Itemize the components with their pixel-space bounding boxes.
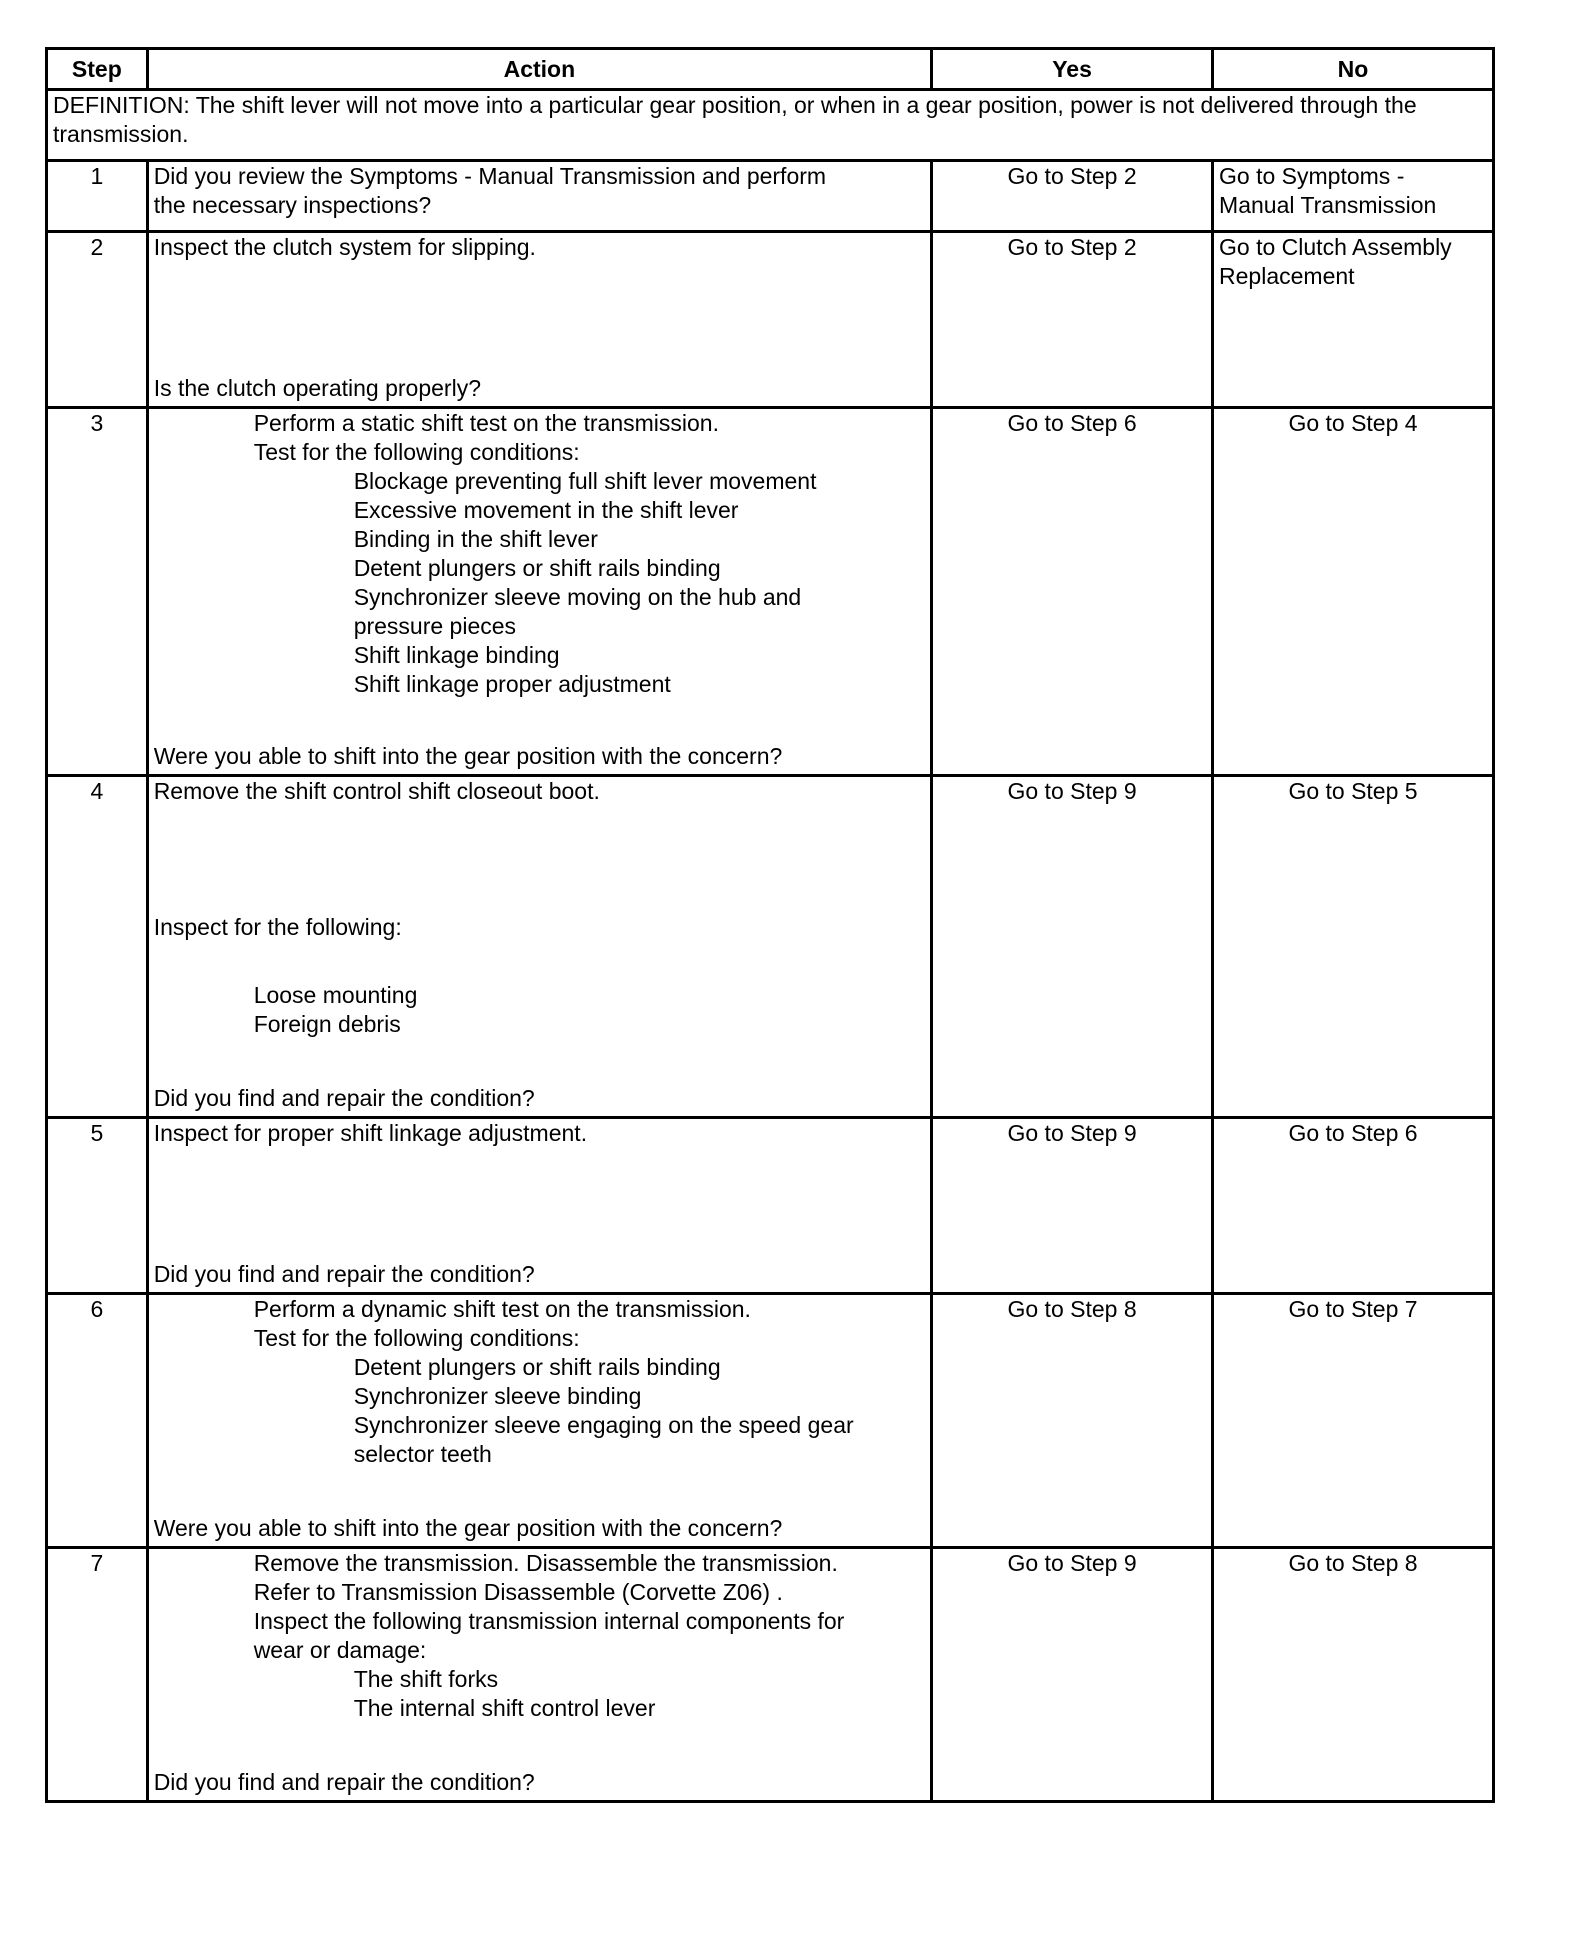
header-yes: Yes <box>932 49 1213 90</box>
step-number: 7 <box>47 1548 148 1802</box>
yes-cell: Go to Step 9 <box>932 1118 1213 1294</box>
no-cell <box>1213 232 1494 408</box>
action-question: Were you able to shift into the gear position with the concern? <box>153 743 783 769</box>
yes-cell: Go to Step 6 <box>932 408 1213 776</box>
action-line: The shift forks <box>353 1666 499 1692</box>
action-line: Test for the following conditions: <box>253 439 580 465</box>
action-steps <box>154 1549 925 1723</box>
action-line: Inspect the clutch system for slipping. <box>153 234 536 260</box>
action-line: Refer to Transmission Disassemble (Corvette Z06) . <box>253 1579 783 1605</box>
table-row-step-2 <box>47 232 1494 408</box>
action-line: pressure pieces <box>353 613 517 639</box>
action-question: Is the clutch operating properly? <box>153 375 481 401</box>
no-cell: Go to Step 4 <box>1213 408 1494 776</box>
action-line: Perform a dynamic shift test on the transmission. <box>253 1296 751 1322</box>
yes-cell: Go to Step 8 <box>932 1294 1213 1548</box>
table-row-step-5 <box>47 1118 1494 1294</box>
action-line: Synchronizer sleeve engaging on the speed gear <box>353 1412 854 1438</box>
yes-cell: Go to Step 2 <box>932 232 1213 408</box>
action-line: Shift linkage proper adjustment <box>353 671 671 697</box>
no-line: Go to Clutch Assembly <box>1219 234 1452 260</box>
action-line: Test for the following conditions: <box>253 1325 580 1351</box>
action-line: Loose mounting <box>253 982 418 1008</box>
table-row-step-3 <box>47 408 1494 776</box>
no-line: Go to Symptoms - <box>1219 163 1405 189</box>
action-line: Excessive movement in the shift lever <box>353 497 739 523</box>
action-line: Detent plungers or shift rails binding <box>353 555 721 581</box>
step-number: 1 <box>47 161 148 232</box>
action-line: Binding in the shift lever <box>353 526 598 552</box>
action-cell <box>147 776 931 1118</box>
action-line: Synchronizer sleeve moving on the hub and <box>353 584 802 610</box>
action-line: the necessary inspections? <box>153 192 432 218</box>
action-line: Inspect the following transmission internal components for <box>253 1608 845 1634</box>
action-question: Did you find and repair the condition? <box>153 1261 535 1287</box>
header-action: Action <box>147 49 931 90</box>
no-cell: Go to Step 5 <box>1213 776 1494 1118</box>
action-line: Detent plungers or shift rails binding <box>353 1354 721 1380</box>
yes-cell: Go to Step 9 <box>932 776 1213 1118</box>
definition-text: DEFINITION: The shift lever will not move into a particular gear position, or when in a gear position, power is not delivered through the transmission. <box>47 90 1494 161</box>
table-row-step-4 <box>47 776 1494 1118</box>
action-line: Foreign debris <box>253 1011 401 1037</box>
no-line: Replacement <box>1219 263 1355 289</box>
no-line: Manual Transmission <box>1219 192 1437 218</box>
action-steps <box>154 409 925 699</box>
action-cell <box>147 161 931 232</box>
yes-cell: Go to Step 9 <box>932 1548 1213 1802</box>
action-cell <box>147 1118 931 1294</box>
step-number: 2 <box>47 232 148 408</box>
action-line: The internal shift control lever <box>353 1695 656 1721</box>
step-number: 5 <box>47 1118 148 1294</box>
action-question: Were you able to shift into the gear position with the concern? <box>153 1515 783 1541</box>
definition-row <box>47 90 1494 161</box>
header-step: Step <box>47 49 148 90</box>
no-cell <box>1213 161 1494 232</box>
diagnostic-table <box>45 47 1495 1803</box>
header-row <box>47 49 1494 90</box>
action-cell <box>147 232 931 408</box>
step-number: 4 <box>47 776 148 1118</box>
no-cell: Go to Step 7 <box>1213 1294 1494 1548</box>
action-line: selector teeth <box>353 1441 492 1467</box>
action-line: Did you review the Symptoms - Manual Transmission and perform <box>153 163 827 189</box>
action-question: Did you find and repair the condition? <box>153 1769 535 1795</box>
action-line: Shift linkage binding <box>353 642 560 668</box>
step-number: 3 <box>47 408 148 776</box>
action-line: Inspect for the following: <box>153 914 402 940</box>
action-line: Remove the shift control shift closeout boot. <box>153 778 600 804</box>
no-cell: Go to Step 6 <box>1213 1118 1494 1294</box>
diagnostic-table-sheet <box>45 47 1495 1803</box>
action-question: Did you find and repair the condition? <box>153 1085 535 1111</box>
action-line: Perform a static shift test on the transmission. <box>253 410 719 436</box>
action-cell <box>147 408 931 776</box>
yes-cell: Go to Step 2 <box>932 161 1213 232</box>
table-row-step-6 <box>47 1294 1494 1548</box>
action-cell <box>147 1548 931 1802</box>
action-line: Synchronizer sleeve binding <box>353 1383 642 1409</box>
action-cell <box>147 1294 931 1548</box>
table-row-step-1 <box>47 161 1494 232</box>
action-line: wear or damage: <box>253 1637 427 1663</box>
action-line: Remove the transmission. Disassemble the transmission. <box>253 1550 838 1576</box>
step-number: 6 <box>47 1294 148 1548</box>
action-steps <box>154 777 925 1039</box>
action-line: Blockage preventing full shift lever movement <box>353 468 817 494</box>
table-row-step-7 <box>47 1548 1494 1802</box>
header-no: No <box>1213 49 1494 90</box>
action-steps <box>154 1295 925 1469</box>
action-line: Inspect for proper shift linkage adjustment. <box>153 1120 588 1146</box>
no-cell: Go to Step 8 <box>1213 1548 1494 1802</box>
